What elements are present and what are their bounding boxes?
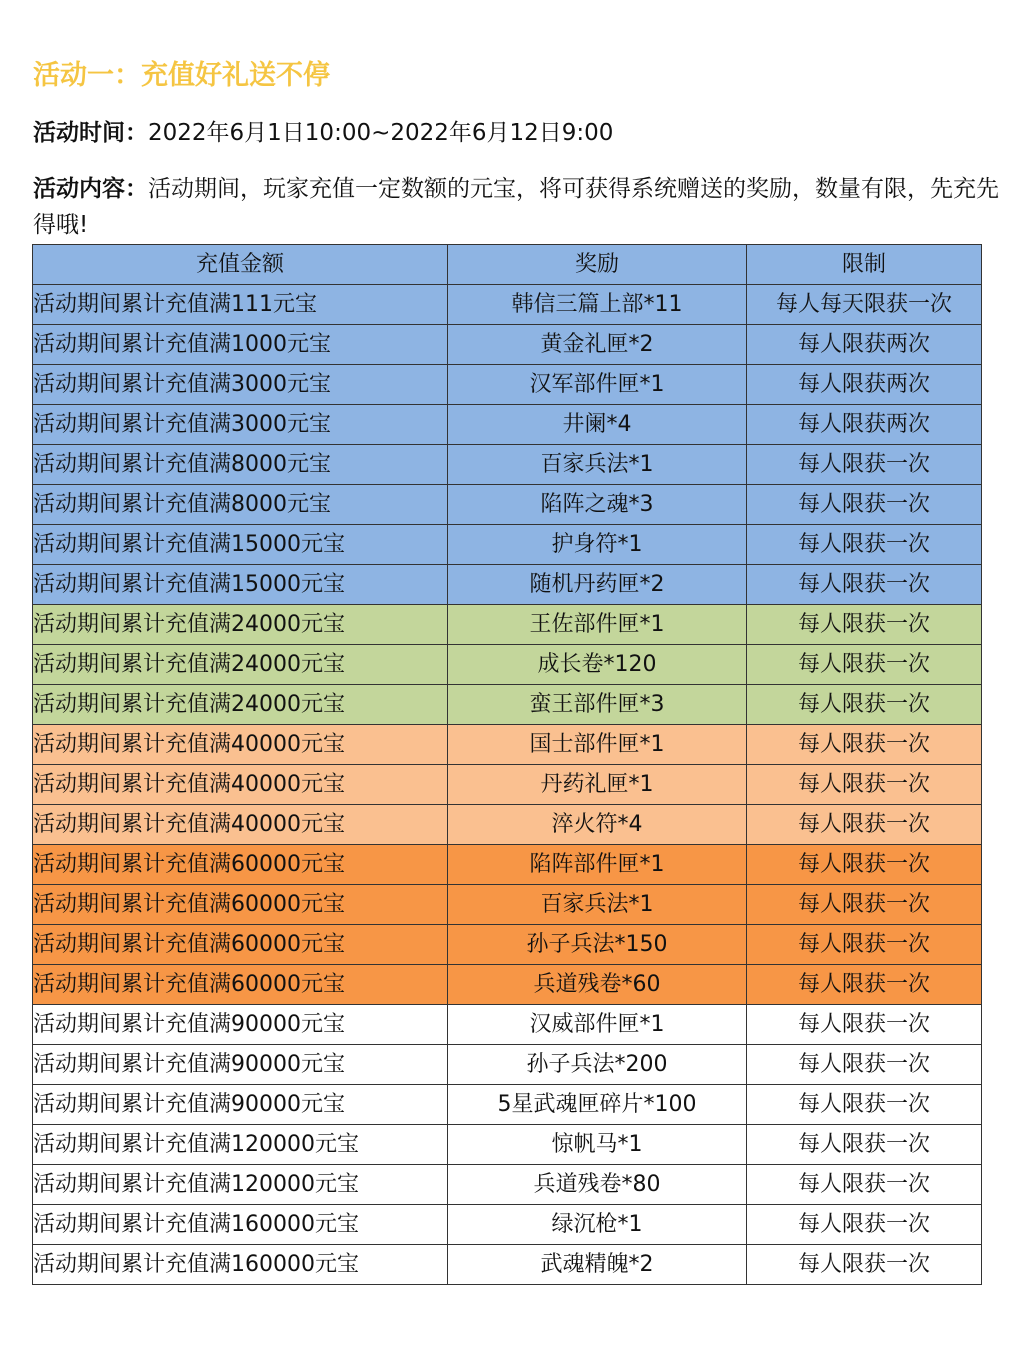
amount-cell: 活动期间累计充值满160000元宝 xyxy=(33,1205,448,1245)
amount-cell: 活动期间累计充值满60000元宝 xyxy=(33,965,448,1005)
table-row xyxy=(33,485,982,525)
amount-cell: 活动期间累计充值满3000元宝 xyxy=(33,365,448,405)
table-row xyxy=(33,885,982,925)
rewards-table xyxy=(32,244,982,1285)
limit-cell: 每人限获一次 xyxy=(747,725,982,765)
limit-cell: 每人限获一次 xyxy=(747,1005,982,1045)
limit-cell: 每人限获两次 xyxy=(747,405,982,445)
activity-content-label: 活动内容： xyxy=(33,176,148,202)
table-row xyxy=(33,1205,982,1245)
amount-cell: 活动期间累计充值满8000元宝 xyxy=(33,445,448,485)
reward-cell: 武魂精魄*2 xyxy=(448,1245,747,1285)
table-row xyxy=(33,325,982,365)
activity-title: 活动一：充值好礼送不停 xyxy=(33,60,330,91)
amount-cell: 活动期间累计充值满15000元宝 xyxy=(33,525,448,565)
rewards-table-body xyxy=(33,285,982,1285)
table-row xyxy=(33,965,982,1005)
activity-content xyxy=(33,171,1003,243)
reward-cell: 淬火符*4 xyxy=(448,805,747,845)
limit-cell: 每人限获两次 xyxy=(747,365,982,405)
amount-cell: 活动期间累计充值满90000元宝 xyxy=(33,1085,448,1125)
reward-cell: 丹药礼匣*1 xyxy=(448,765,747,805)
amount-cell: 活动期间累计充值满120000元宝 xyxy=(33,1125,448,1165)
reward-cell: 兵道残卷*80 xyxy=(448,1165,747,1205)
limit-cell: 每人限获一次 xyxy=(747,645,982,685)
limit-cell: 每人限获一次 xyxy=(747,525,982,565)
limit-cell: 每人限获一次 xyxy=(747,765,982,805)
limit-cell: 每人限获一次 xyxy=(747,925,982,965)
amount-cell: 活动期间累计充值满60000元宝 xyxy=(33,925,448,965)
amount-cell: 活动期间累计充值满40000元宝 xyxy=(33,725,448,765)
reward-cell: 5星武魂匣碎片*100 xyxy=(448,1085,747,1125)
limit-cell: 每人限获一次 xyxy=(747,565,982,605)
table-row xyxy=(33,1245,982,1285)
amount-cell: 活动期间累计充值满120000元宝 xyxy=(33,1165,448,1205)
amount-cell: 活动期间累计充值满160000元宝 xyxy=(33,1245,448,1285)
amount-cell: 活动期间累计充值满24000元宝 xyxy=(33,645,448,685)
reward-cell: 韩信三篇上部*11 xyxy=(448,285,747,325)
amount-cell: 活动期间累计充值满40000元宝 xyxy=(33,805,448,845)
table-row xyxy=(33,925,982,965)
limit-cell: 每人限获一次 xyxy=(747,805,982,845)
table-row xyxy=(33,605,982,645)
reward-cell: 汉军部件匣*1 xyxy=(448,365,747,405)
amount-cell: 活动期间累计充值满24000元宝 xyxy=(33,605,448,645)
reward-cell: 孙子兵法*200 xyxy=(448,1045,747,1085)
table-row xyxy=(33,445,982,485)
limit-cell: 每人限获一次 xyxy=(747,445,982,485)
reward-cell: 护身符*1 xyxy=(448,525,747,565)
limit-cell: 每人限获一次 xyxy=(747,965,982,1005)
table-row xyxy=(33,1085,982,1125)
limit-cell: 每人限获一次 xyxy=(747,1125,982,1165)
reward-cell: 国士部件匣*1 xyxy=(448,725,747,765)
table-row xyxy=(33,1005,982,1045)
limit-cell: 每人每天限获一次 xyxy=(747,285,982,325)
table-row xyxy=(33,765,982,805)
activity-time-label: 活动时间： xyxy=(33,120,148,146)
table-row xyxy=(33,365,982,405)
amount-cell: 活动期间累计充值满111元宝 xyxy=(33,285,448,325)
reward-cell: 井阑*4 xyxy=(448,405,747,445)
amount-cell: 活动期间累计充值满60000元宝 xyxy=(33,845,448,885)
reward-cell: 惊帆马*1 xyxy=(448,1125,747,1165)
reward-cell: 黄金礼匣*2 xyxy=(448,325,747,365)
reward-cell: 王佐部件匣*1 xyxy=(448,605,747,645)
limit-cell: 每人限获一次 xyxy=(747,1045,982,1085)
table-header-row xyxy=(33,245,982,285)
limit-cell: 每人限获一次 xyxy=(747,885,982,925)
activity-time-value: 2022年6月1日10:00~2022年6月12日9:00 xyxy=(148,120,614,146)
limit-cell: 每人限获两次 xyxy=(747,325,982,365)
limit-cell: 每人限获一次 xyxy=(747,1205,982,1245)
header-reward: 奖励 xyxy=(448,245,747,285)
activity-content-value: 活动期间，玩家充值一定数额的元宝，将可获得系统赠送的奖励，数量有限，先充先得哦! xyxy=(33,176,999,238)
table-row xyxy=(33,285,982,325)
table-row xyxy=(33,805,982,845)
amount-cell: 活动期间累计充值满1000元宝 xyxy=(33,325,448,365)
reward-cell: 蛮王部件匣*3 xyxy=(448,685,747,725)
limit-cell: 每人限获一次 xyxy=(747,605,982,645)
limit-cell: 每人限获一次 xyxy=(747,1245,982,1285)
table-row xyxy=(33,645,982,685)
table-row xyxy=(33,565,982,605)
reward-cell: 百家兵法*1 xyxy=(448,445,747,485)
amount-cell: 活动期间累计充值满90000元宝 xyxy=(33,1045,448,1085)
table-row xyxy=(33,525,982,565)
table-row xyxy=(33,845,982,885)
reward-cell: 陷阵之魂*3 xyxy=(448,485,747,525)
header-limit: 限制 xyxy=(747,245,982,285)
table-row xyxy=(33,1125,982,1165)
reward-cell: 兵道残卷*60 xyxy=(448,965,747,1005)
amount-cell: 活动期间累计充值满24000元宝 xyxy=(33,685,448,725)
reward-cell: 陷阵部件匣*1 xyxy=(448,845,747,885)
limit-cell: 每人限获一次 xyxy=(747,485,982,525)
table-row xyxy=(33,685,982,725)
amount-cell: 活动期间累计充值满8000元宝 xyxy=(33,485,448,525)
reward-cell: 汉威部件匣*1 xyxy=(448,1005,747,1045)
limit-cell: 每人限获一次 xyxy=(747,685,982,725)
amount-cell: 活动期间累计充值满60000元宝 xyxy=(33,885,448,925)
table-row xyxy=(33,1045,982,1085)
reward-cell: 孙子兵法*150 xyxy=(448,925,747,965)
amount-cell: 活动期间累计充值满40000元宝 xyxy=(33,765,448,805)
reward-cell: 百家兵法*1 xyxy=(448,885,747,925)
activity-time xyxy=(33,115,613,151)
amount-cell: 活动期间累计充值满90000元宝 xyxy=(33,1005,448,1045)
reward-cell: 成长卷*120 xyxy=(448,645,747,685)
table-row xyxy=(33,1165,982,1205)
amount-cell: 活动期间累计充值满15000元宝 xyxy=(33,565,448,605)
table-row xyxy=(33,405,982,445)
reward-cell: 绿沉枪*1 xyxy=(448,1205,747,1245)
reward-cell: 随机丹药匣*2 xyxy=(448,565,747,605)
limit-cell: 每人限获一次 xyxy=(747,1165,982,1205)
header-amount: 充值金额 xyxy=(33,245,448,285)
amount-cell: 活动期间累计充值满3000元宝 xyxy=(33,405,448,445)
limit-cell: 每人限获一次 xyxy=(747,1085,982,1125)
limit-cell: 每人限获一次 xyxy=(747,845,982,885)
table-row xyxy=(33,725,982,765)
